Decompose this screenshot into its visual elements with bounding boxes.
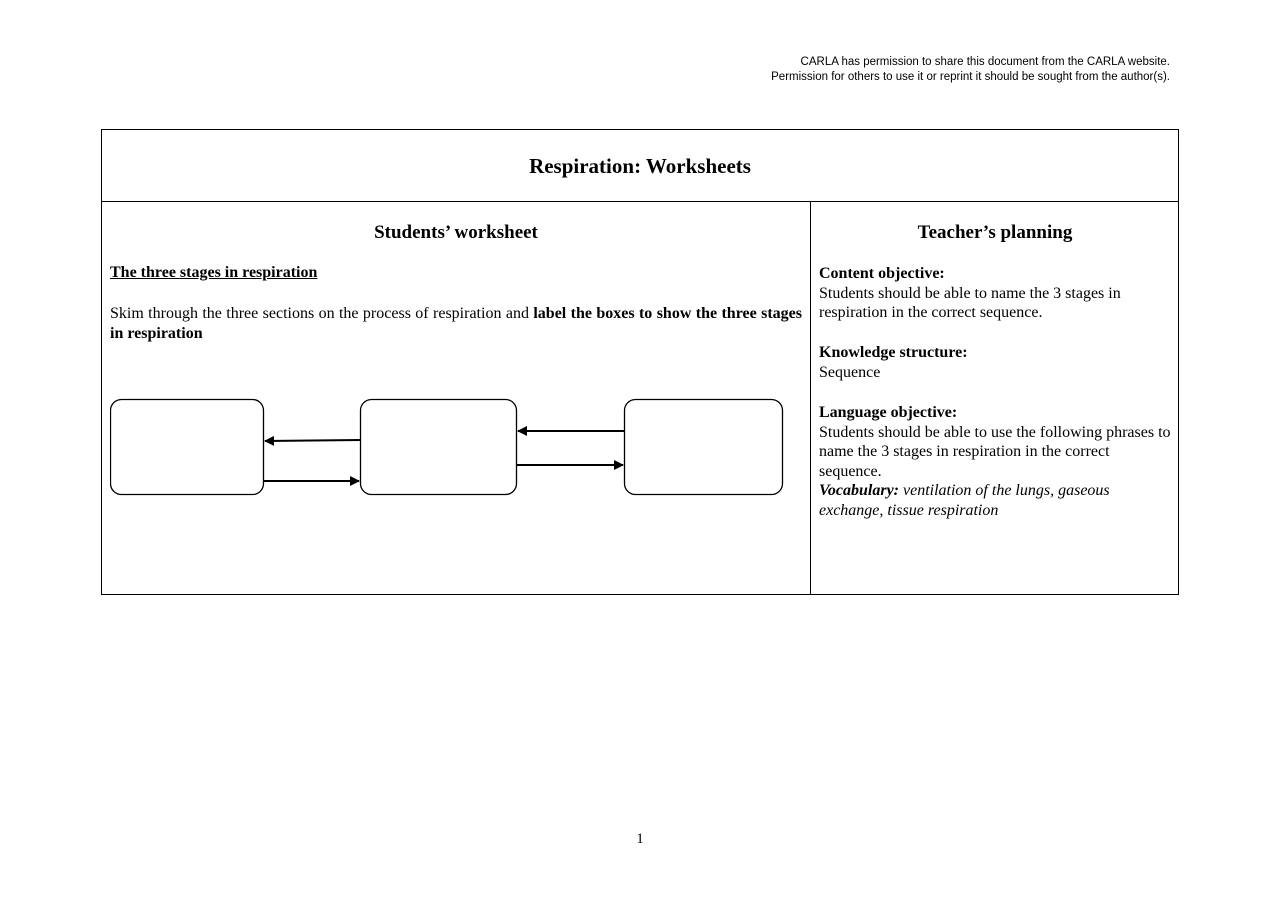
vocabulary-label: Vocabulary: xyxy=(819,482,899,499)
teacher-planning-column xyxy=(819,201,1171,595)
instruction-plain-text: Skim through the three sections on the process of respiration and xyxy=(110,305,534,322)
arrow-box2-to-box1 xyxy=(265,440,360,441)
teacher-planning-heading: Teacher’s planning xyxy=(917,222,1073,243)
title-row xyxy=(102,130,1178,202)
respiration-stage-diagram xyxy=(110,201,802,595)
knowledge-structure-text: Sequence xyxy=(819,363,881,381)
stage-box-1[interactable] xyxy=(111,400,264,495)
page-number: 1 xyxy=(636,831,644,847)
column-divider xyxy=(810,201,811,595)
stage-box-3[interactable] xyxy=(625,400,783,495)
permission-notice xyxy=(771,55,1170,85)
knowledge-structure-block xyxy=(819,343,1171,382)
students-worksheet-heading: Students’ worksheet xyxy=(374,222,538,243)
three-stages-subheading: The three stages in respiration xyxy=(110,264,318,281)
students-worksheet-column xyxy=(110,201,802,595)
language-objective-block xyxy=(819,403,1171,520)
stage-box-2[interactable] xyxy=(361,400,517,495)
knowledge-structure-label: Knowledge structure: xyxy=(819,344,968,361)
permission-notice-line-1: CARLA has permission to share this document from the CARLA website. xyxy=(800,56,1170,68)
worksheet-table xyxy=(101,129,1179,595)
content-objective-text: Students should be able to name the 3 stages in respiration in the correct sequence. xyxy=(819,284,1121,321)
content-objective-label: Content objective: xyxy=(819,265,945,282)
language-objective-label: Language objective: xyxy=(819,404,958,421)
permission-notice-line-2: Permission for others to use it or reprint it should be sought from the author(s). xyxy=(771,71,1170,83)
vocabulary-line xyxy=(819,481,1171,520)
content-objective-block xyxy=(819,264,1171,323)
language-objective-text: Students should be able to use the following phrases to name the 3 stages in respiration in the correct sequence. xyxy=(819,423,1171,480)
instruction-bold-text: label the boxes to show the three stages in respiration xyxy=(110,305,803,342)
page-title: Respiration: Worksheets xyxy=(529,154,751,178)
vocabulary-text: ventilation of the lungs, gaseous exchange, tissue respiration xyxy=(819,482,1110,519)
